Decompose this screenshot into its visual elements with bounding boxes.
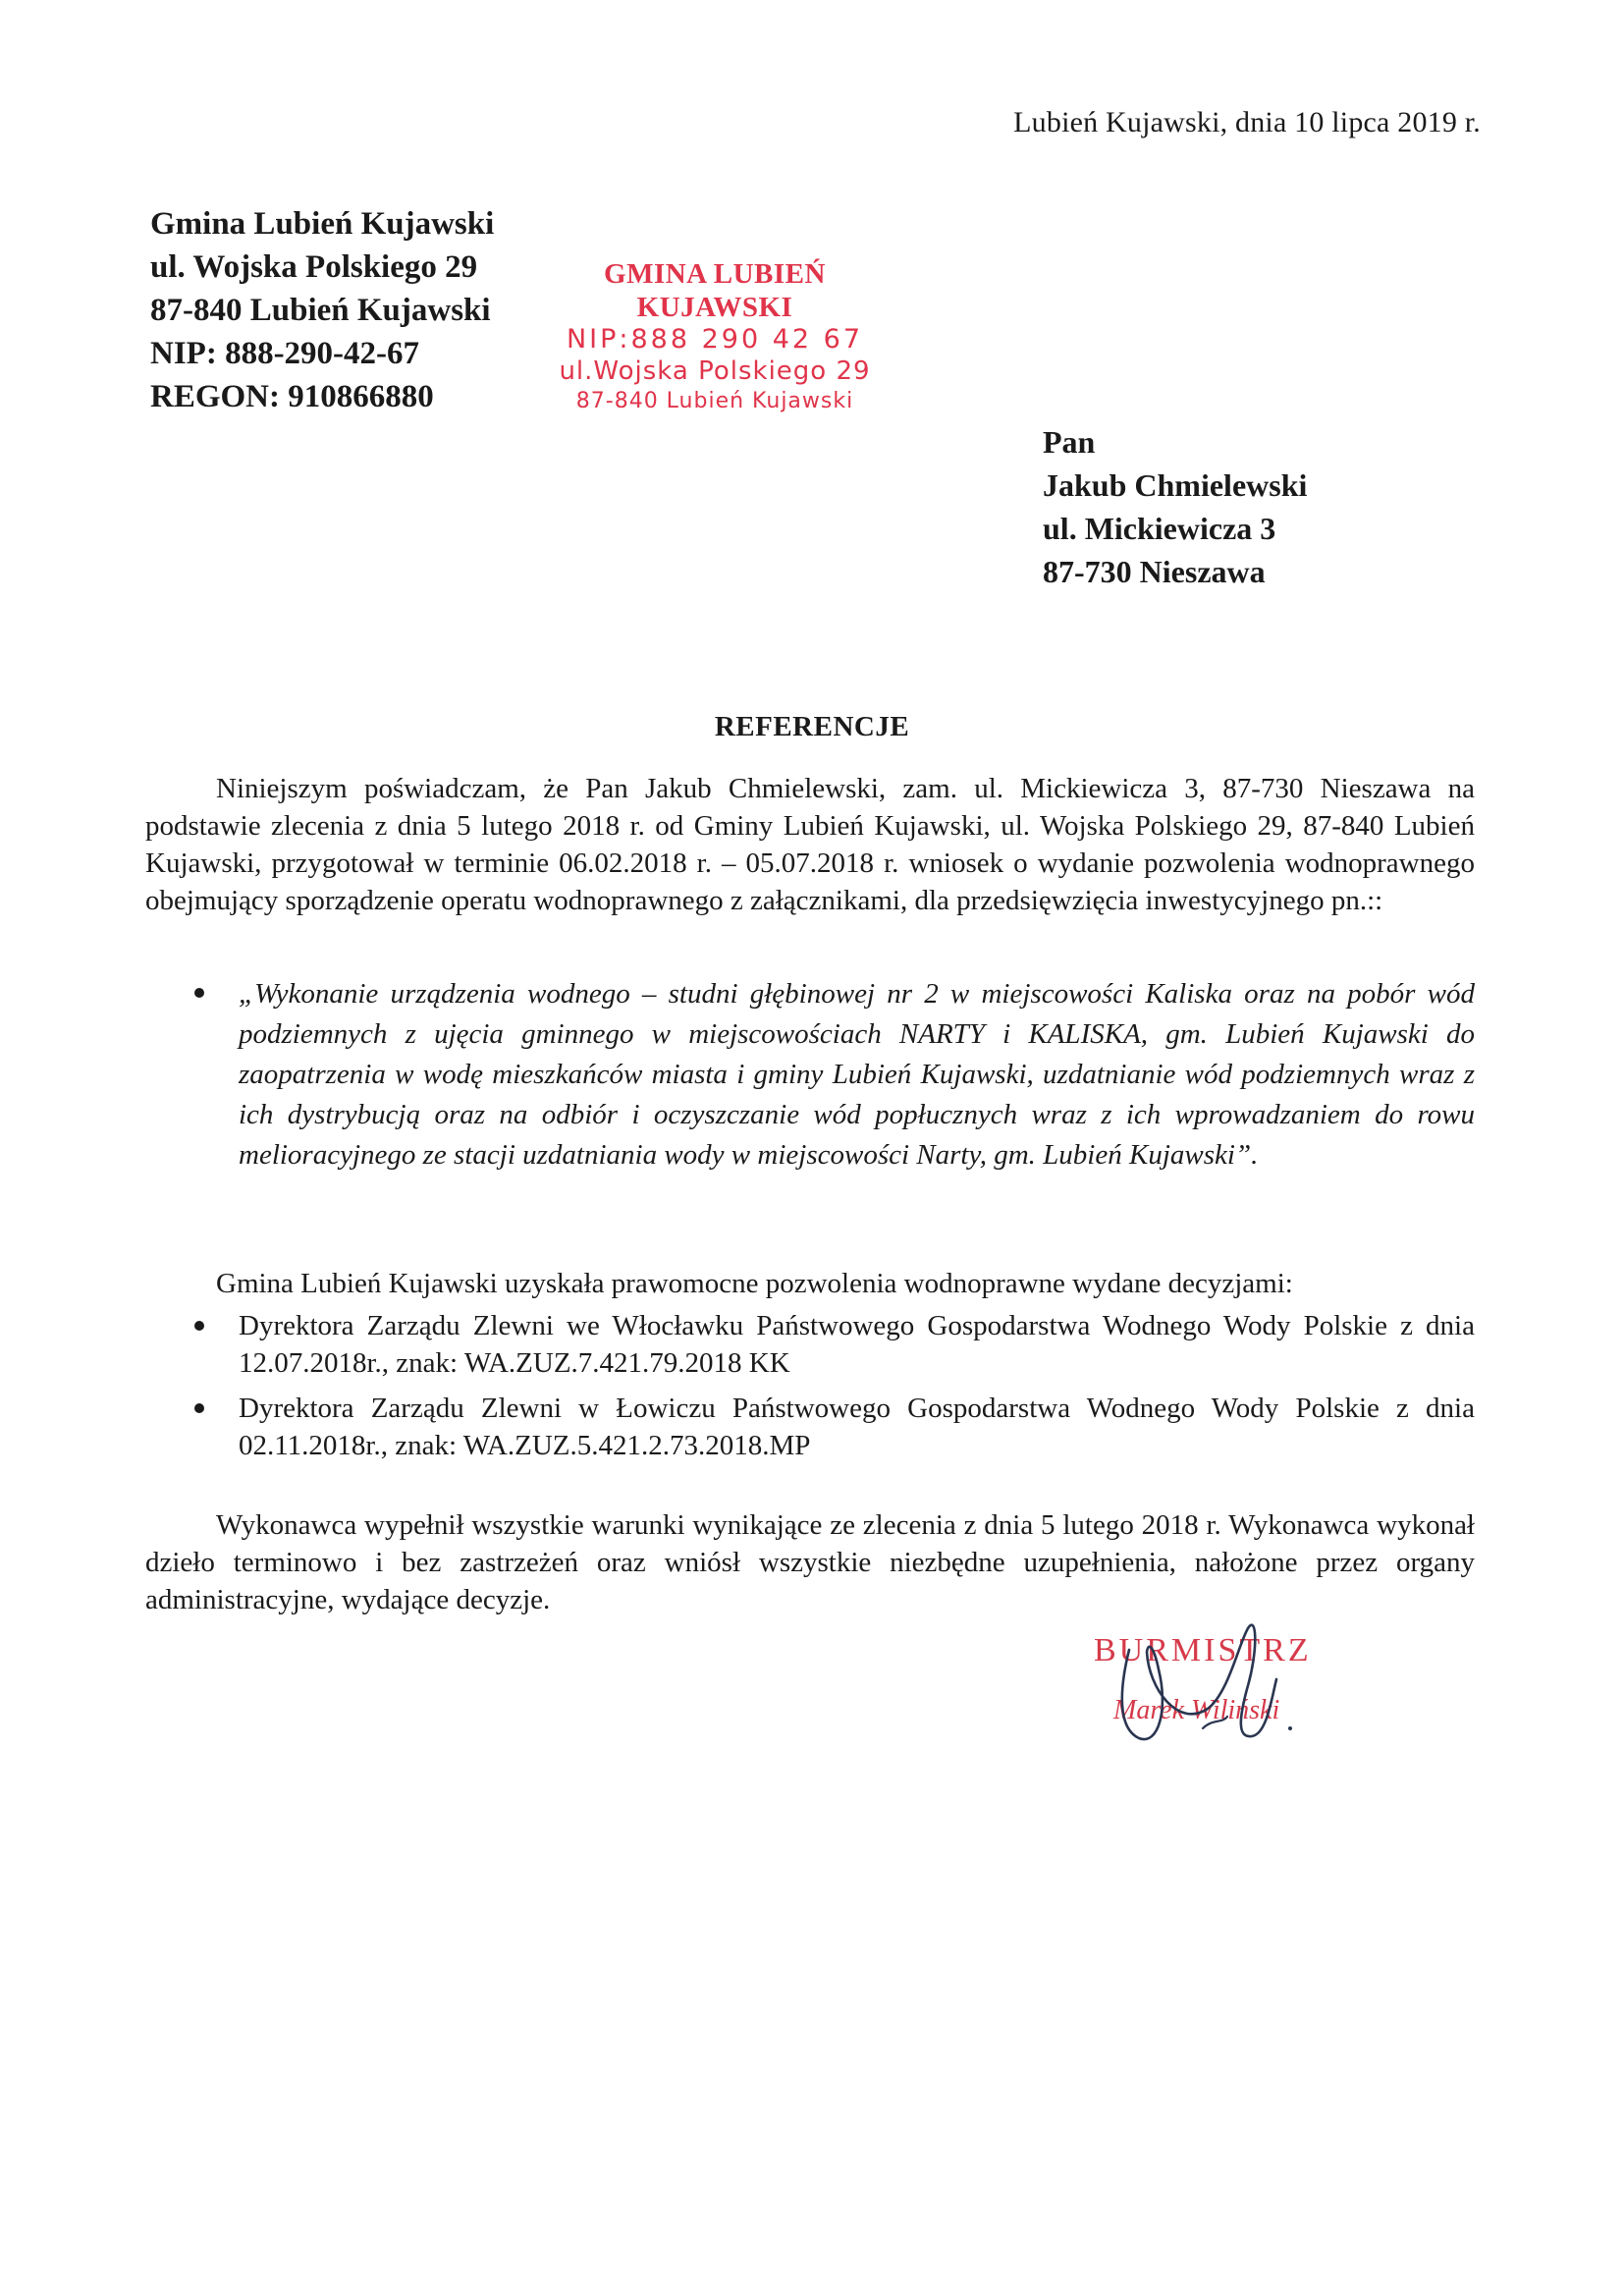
- decision-item: [194, 1390, 1475, 1464]
- sender-street: ul. Wojska Polskiego 29: [150, 249, 478, 285]
- recipient-name: Jakub Chmielewski: [1043, 467, 1308, 503]
- sender-regon: REGON: 910866880: [150, 379, 434, 414]
- office-stamp: [538, 257, 892, 416]
- bullet-dot-icon: [194, 1321, 204, 1331]
- stamp-name: GMINA LUBIEŃ KUJAWSKI: [604, 258, 826, 323]
- signature-block: [1090, 1591, 1384, 1758]
- date-line: Lubień Kujawski, dnia 10 lipca 2019 r.: [1013, 106, 1481, 138]
- bullet-dot-icon: [194, 1403, 204, 1413]
- recipient-street: ul. Mickiewicza 3: [1043, 511, 1276, 546]
- sender-address: [150, 202, 494, 418]
- paragraph-intro: [145, 770, 1475, 919]
- signature-title: BURMISTRZ: [1094, 1632, 1312, 1668]
- stamp-nip: NIP:888 290 42 67: [566, 324, 864, 355]
- paragraph-intro-text: Niniejszym poświadczam, że Pan Jakub Chmielewski, zam. ul. Mickiewicza 3, 87-730 Nieszawa na podstawie zlecenia z dnia 5 lutego 2018 r. od Gminy Lubień Kujawski, ul. Wojska Polskiego 29, 87-840 Lubień Kujawski, przygotował w terminie 06.02.2018 r. – 05.07.2018 r. wniosek o wydanie pozwolenia wodnoprawnego obejmujący sporządzenie operatu wodnoprawnego z załącznikami, dla przedsięwzięcia inwestycyjnego pn.::: [145, 773, 1475, 916]
- document-title: REFERENCJE: [714, 711, 910, 742]
- paragraph-conclusion-text: Wykonawca wypełnił wszystkie warunki wynikające ze zlecenia z dnia 5 lutego 2018 r. Wykonawca wykonał dzieło terminowo i bez zastrzeżeń oraz wniósł wszystkie niezbędne uzupełnienia, nałożone przez organy administracyjne, wydające decyzje.: [145, 1509, 1475, 1615]
- recipient-address: [1043, 420, 1307, 593]
- handwritten-signature-icon: [1090, 1591, 1384, 1758]
- recipient-salutation: Pan: [1043, 424, 1096, 460]
- bullet-dot-icon: [194, 988, 204, 998]
- paragraph-permits-text: Gmina Lubień Kujawski uzyskała prawomocne pozwolenia wodnoprawne wydane decyzjami:: [216, 1268, 1293, 1299]
- signature-name: Marek Wiliński: [1113, 1695, 1280, 1725]
- sender-name: Gmina Lubień Kujawski: [150, 206, 495, 242]
- sender-city: 87-840 Lubień Kujawski: [150, 293, 491, 328]
- stamp-city: 87-840 Lubień Kujawski: [575, 389, 854, 413]
- decision-item-text: Dyrektora Zarządu Zlewni we Włocławku Państwowego Gospodarstwa Wodnego Wody Polskie z dnia 12.07.2018r., znak: WA.ZUZ.7.421.79.2018 KK: [239, 1310, 1475, 1379]
- stamp-street: ul.Wojska Polskiego 29: [559, 356, 871, 386]
- project-bullet: [194, 974, 1475, 1175]
- project-bullet-text: „Wykonanie urządzenia wodnego – studni głębinowej nr 2 w miejscowości Kaliska oraz na pobór wód podziemnych z ujęcia gminnego w miejscowościach NARTY i KALISKA, gm. Lubień Kujawski do zaopatrzenia w wodę mieszkańców miasta i gminy Lubień Kujawski, uzdatnianie wód podziemnych wraz z ich dystrybucją oraz na odbiór i oczyszczanie wód popłucznych wraz z ich wprowadzaniem do rowu melioracyjnego ze stacji uzdatniania wody w miejscowości Narty, gm. Lubień Kujawski”.: [239, 978, 1475, 1171]
- decision-item: [194, 1307, 1475, 1382]
- recipient-city: 87-730 Nieszawa: [1043, 554, 1266, 589]
- sender-nip: NIP: 888-290-42-67: [150, 336, 420, 371]
- paragraph-permits: [145, 1265, 1475, 1302]
- decision-item-text: Dyrektora Zarządu Zlewni w Łowiczu Państwowego Gospodarstwa Wodnego Wody Polskie z dnia 02.11.2018r., znak: WA.ZUZ.5.421.2.73.2018.MP: [239, 1393, 1475, 1461]
